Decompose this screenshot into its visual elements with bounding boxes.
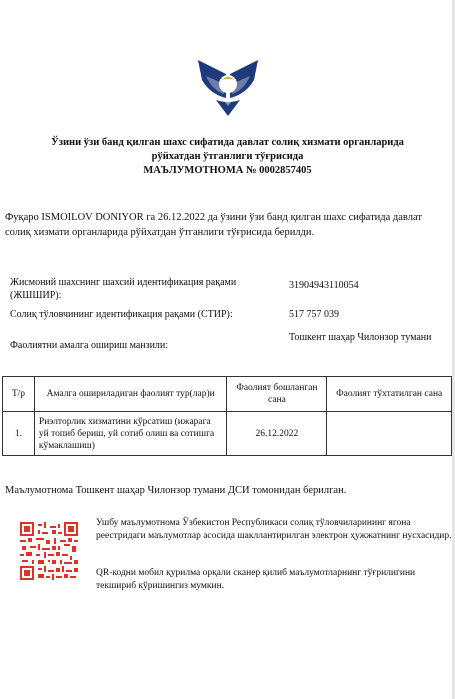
qr-verify-note: QR-кодни мобил қурилма орқали сканер қилиб маълумотларнинг тўғрилигини текшириб кўришингиз мумкин. (96, 568, 416, 591)
electronic-copy-note: Ушбу маълумотнома Ўзбекистон Республикаси солиқ тўловчиларининг ягона реестридаги маълумотлар асосида шакллантирилган электрон ҳужжатнинг нусхасидир. (96, 518, 452, 541)
title-line-2: рўйхатдан ўтганлиги тўғрисида (151, 151, 304, 162)
header-number: Т/р (3, 377, 35, 412)
tin-label: Солиқ тўловчининг идентификация рақами (СТИР): (10, 309, 233, 320)
table-row (3, 412, 452, 456)
header-end-date: Фаолият тўхтатилган сана (327, 377, 452, 412)
header-start-date: Фаолият бошланган сана (227, 377, 327, 412)
qr-code-icon[interactable] (20, 522, 78, 580)
pinfl-label: Жисмоний шахснинг шахсий идентификация рақами (ЖШШИР): (10, 277, 237, 301)
activity-table (2, 376, 452, 456)
row-end-date (327, 412, 452, 456)
address-value: Тошкент шаҳар Чилонзор тумани (289, 332, 432, 343)
header-activity: Амалга ошириладиган фаолият тур(лар)и (34, 377, 227, 412)
row-activity: Риэлторлик хизматини кўрсатиш (ижарага уй топиб бериш, уй сотиб олиш ва сотишга кўмаклашиш) (34, 412, 227, 456)
eagle-emblem-icon (196, 54, 260, 118)
table-header-row (3, 377, 452, 412)
title-line-1: Ўзини ўзи банд қилган шахс сифатида давлат солиқ хизмати органларида (51, 137, 404, 148)
tin-value: 517 757 039 (289, 309, 339, 320)
issuer-statement: Маълумотнома Тошкент шаҳар Чилонзор тумани ДСИ томонидан берилган. (5, 485, 347, 496)
pinfl-value: 31904943110054 (289, 280, 359, 291)
row-number: 1. (3, 412, 35, 456)
row-start-date: 26.12.2022 (227, 412, 327, 456)
document-number-title: МАЪЛУМОТНОМА № 0002857405 (143, 165, 312, 176)
intro-paragraph: Фуқаро ISMOILOV DONIYOR га 26.12.2022 да ўзини ўзи банд қилган шахс сифатида давлат солиқ хизмати органларида рўйхатдан ўтганлиги тўғрисида берилди. (5, 212, 422, 238)
address-label: Фаолиятни амалга ошириш манзили: (10, 340, 169, 351)
